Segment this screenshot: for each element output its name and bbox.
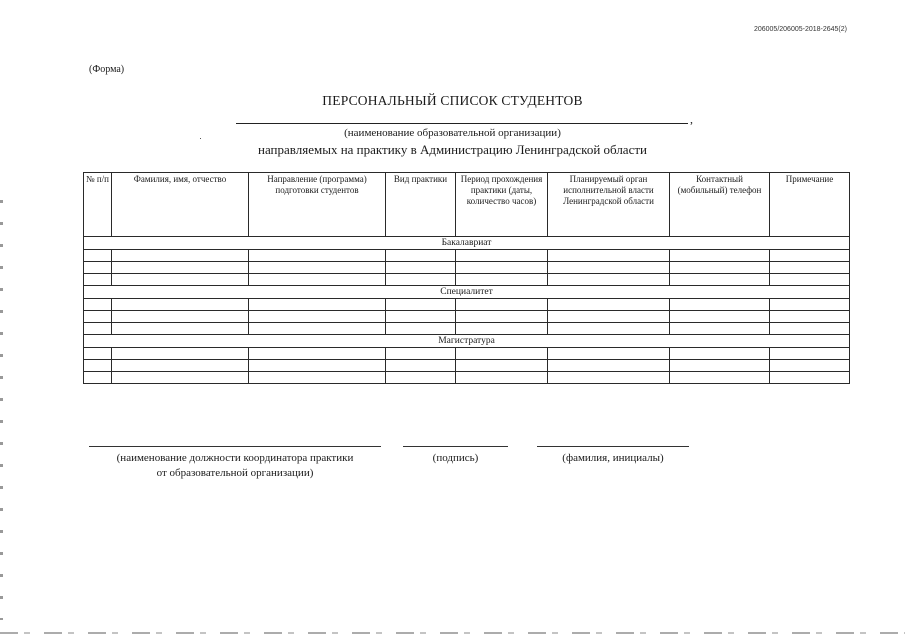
table-cell[interactable]: [670, 299, 770, 311]
table-cell[interactable]: [670, 372, 770, 384]
table-cell[interactable]: [249, 299, 386, 311]
table-cell[interactable]: [456, 274, 548, 286]
section-label: Специалитет: [84, 286, 850, 299]
header-period: Период прохождения практики (даты, количество часов): [456, 173, 548, 237]
name-caption: (фамилия, инициалы): [562, 452, 664, 464]
table-cell[interactable]: [112, 262, 249, 274]
table-row: [84, 372, 850, 384]
table-cell[interactable]: [249, 348, 386, 360]
table-cell[interactable]: [112, 250, 249, 262]
table-cell[interactable]: [386, 323, 456, 335]
table-cell[interactable]: [770, 348, 850, 360]
students-table: [83, 172, 850, 384]
page-title: ПЕРСОНАЛЬНЫЙ СПИСОК СТУДЕНТОВ: [322, 93, 583, 108]
table-cell[interactable]: [249, 274, 386, 286]
table-cell[interactable]: [770, 372, 850, 384]
table-cell[interactable]: [770, 299, 850, 311]
table-cell[interactable]: [670, 250, 770, 262]
table-cell[interactable]: [456, 262, 548, 274]
table-cell[interactable]: [112, 348, 249, 360]
table-cell[interactable]: [386, 250, 456, 262]
table-header-row: [84, 173, 850, 237]
table-cell[interactable]: [548, 299, 670, 311]
table-cell[interactable]: [249, 323, 386, 335]
table-cell[interactable]: [386, 360, 456, 372]
table-cell[interactable]: [112, 299, 249, 311]
scan-speck: [200, 138, 201, 139]
table-cell[interactable]: [84, 348, 112, 360]
organization-caption: (наименование образовательной организации): [344, 127, 561, 139]
header-phone: Контактный (мобильный) телефон: [670, 173, 770, 237]
section-label: Магистратура: [84, 335, 850, 348]
table-cell[interactable]: [548, 262, 670, 274]
table-cell[interactable]: [249, 311, 386, 323]
section-row: [84, 335, 850, 348]
table-body: [84, 237, 850, 384]
header-program: Направление (программа) подготовки студентов: [249, 173, 386, 237]
header-number: № п/п: [84, 173, 112, 237]
table-cell[interactable]: [112, 274, 249, 286]
table-cell[interactable]: [112, 323, 249, 335]
table-cell[interactable]: [670, 262, 770, 274]
table-cell[interactable]: [84, 323, 112, 335]
table-cell[interactable]: [112, 372, 249, 384]
table-cell[interactable]: [548, 360, 670, 372]
table-cell[interactable]: [249, 372, 386, 384]
table-cell[interactable]: [84, 360, 112, 372]
table-cell[interactable]: [670, 274, 770, 286]
table-cell[interactable]: [548, 250, 670, 262]
table-row: [84, 311, 850, 323]
organization-comma: ,: [690, 112, 693, 126]
table-cell[interactable]: [456, 360, 548, 372]
header-practice-type: Вид практики: [386, 173, 456, 237]
table-cell[interactable]: [770, 311, 850, 323]
table-cell[interactable]: [456, 299, 548, 311]
table-row: [84, 250, 850, 262]
coordinator-position-line: [89, 446, 381, 447]
table-row: [84, 262, 850, 274]
table-cell[interactable]: [386, 299, 456, 311]
table-cell[interactable]: [670, 348, 770, 360]
scan-edge-marks: [0, 200, 3, 620]
table-cell[interactable]: [112, 360, 249, 372]
table-cell[interactable]: [770, 250, 850, 262]
table-cell[interactable]: [386, 311, 456, 323]
table-cell[interactable]: [84, 372, 112, 384]
table-cell[interactable]: [249, 360, 386, 372]
header-full-name: Фамилия, имя, отчество: [112, 173, 249, 237]
table-cell[interactable]: [548, 348, 670, 360]
form-label: (Форма): [89, 64, 125, 75]
table-cell[interactable]: [84, 262, 112, 274]
signature-line: [403, 446, 508, 447]
table-cell[interactable]: [386, 262, 456, 274]
table-cell[interactable]: [84, 274, 112, 286]
table-cell[interactable]: [670, 311, 770, 323]
table-cell[interactable]: [84, 299, 112, 311]
page-subtitle: направляемых на практику в Администрацию Ленинградской области: [258, 142, 647, 157]
header-authority: Планируемый орган исполнительной власти Ленинградской области: [548, 173, 670, 237]
table-cell[interactable]: [670, 323, 770, 335]
table-cell[interactable]: [84, 250, 112, 262]
table-row: [84, 274, 850, 286]
table-cell[interactable]: [456, 323, 548, 335]
section-row: [84, 286, 850, 299]
table-row: [84, 360, 850, 372]
table-cell[interactable]: [112, 311, 249, 323]
section-label: Бакалавриат: [84, 237, 850, 250]
table-cell[interactable]: [670, 360, 770, 372]
name-line: [537, 446, 689, 447]
table-cell[interactable]: [548, 372, 670, 384]
table-cell[interactable]: [456, 372, 548, 384]
table-cell[interactable]: [456, 250, 548, 262]
table-row: [84, 299, 850, 311]
table-cell[interactable]: [84, 311, 112, 323]
signature-caption: (подпись): [432, 452, 479, 464]
coordinator-caption-line-2: от образовательной организации): [156, 467, 314, 479]
document-id: 206005/206005-2018-2645(2): [753, 26, 847, 33]
table-cell[interactable]: [249, 250, 386, 262]
table-cell[interactable]: [456, 311, 548, 323]
table-cell[interactable]: [548, 274, 670, 286]
table-cell[interactable]: [770, 274, 850, 286]
table-cell[interactable]: [386, 274, 456, 286]
table-row: [84, 323, 850, 335]
table-cell[interactable]: [770, 323, 850, 335]
header-note: Примечание: [770, 173, 850, 237]
table-cell[interactable]: [770, 360, 850, 372]
coordinator-caption-line-1: (наименование должности координатора практики: [116, 452, 354, 464]
table-cell[interactable]: [249, 262, 386, 274]
section-row: [84, 237, 850, 250]
table-cell[interactable]: [386, 372, 456, 384]
organization-name-line: [236, 123, 688, 124]
scan-bottom-marks: [0, 632, 905, 634]
table-cell[interactable]: [548, 323, 670, 335]
table-cell[interactable]: [548, 311, 670, 323]
table-row: [84, 348, 850, 360]
table-cell[interactable]: [456, 348, 548, 360]
coordinator-position-caption: [89, 451, 381, 481]
table-cell[interactable]: [770, 262, 850, 274]
table-cell[interactable]: [386, 348, 456, 360]
